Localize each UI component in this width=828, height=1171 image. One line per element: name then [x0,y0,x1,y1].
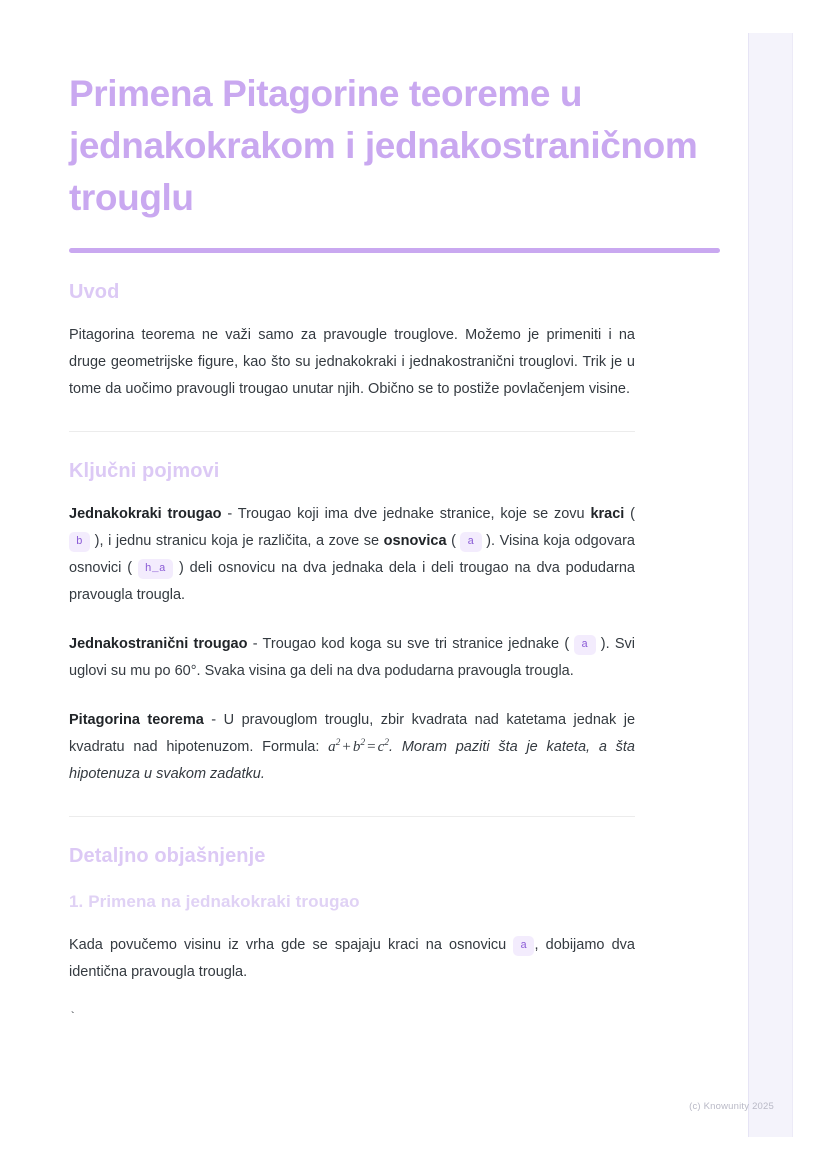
subsection-heading-primena-jednakokraki: 1. Primena na jednakokraki trougao [69,892,360,911]
code-chip-a: a [513,936,534,956]
formula-c-exponent: 2 [384,738,390,748]
paren-close-1: ), i jednu stranicu koja je različita, a zove se [90,533,384,549]
term-tail-1: ) deli osnovicu na dva jednaka dela i deli trougao na dva podudarna pravougla trougla. [69,560,635,603]
term-label: Pitagorina teorema [69,712,204,728]
section-heading-kljucni-pojmovi: Ključni pojmovi [69,460,220,482]
term-tail-2: ). Svi uglovi su mu po 60°. Svaka visina ga deli na dva podudarna pravougla trougla. [69,636,636,679]
term-bold-osnovica: osnovica [383,533,447,549]
paragraph-tail: , dobijamo dva identična pravougla trougla. [69,937,635,980]
paragraph-text-1: Kada povučemo visinu iz vrha gde se spajaju kraci na osnovicu [69,937,514,953]
term-dash: - [203,712,224,728]
term-jednakostranicni-trougao [69,631,635,685]
term-dash: - [247,636,263,652]
code-chip-b: b [69,532,90,552]
term-dash: - [221,506,238,522]
formula-a-exponent: 2 [335,738,341,748]
code-chip-a: a [574,635,595,655]
term-label: Jednakokraki trougao [69,506,222,522]
document-content [69,68,721,1024]
code-chip-a: a [460,532,481,552]
footer-copyright: (c) Knowunity 2025 [689,1101,774,1112]
paren-close-2: ). Visina koja odgovara osnovici ( [69,533,635,576]
term-italic-tail: . Moram paziti šta je kateta, a šta hipotenuza u svakom zadatku. [69,739,635,782]
term-jednakokraki-trougao [69,501,635,609]
page-right-band [748,33,793,1137]
formula-a: a [328,739,336,755]
term-label: Jednakostranični trougao [69,636,248,652]
formula-c: c [377,739,385,755]
term-bold-kraci: kraci [590,506,625,522]
term-text-1: Trougao kod koga su sve tri stranice jednake ( [262,636,575,652]
paren-open-1: ( [624,506,635,522]
paragraph-uvod: Pitagorina teorema ne važi samo za pravougle trouglove. Možemo je primeniti i na druge geometrijske figure, kao što su jednakokraki i jednakostranični trouglovi. Trik je u tome da uočimo pravougli trougao unutar njih. Obično se to postiže povlačenjem visine. [69,327,635,397]
formula-equals: = [367,739,376,755]
formula-plus: + [342,739,351,755]
page-title: Primena Pitagorine teoreme u jednakokrakom i jednakostraničnom trouglu [69,73,698,218]
term-text-1: Trougao koji ima dve jednake stranice, koje se zovu [237,506,591,522]
section-heading-detaljno-objasnjenje: Detaljno objašnjenje [69,845,266,867]
code-chip-h-a: h_a [138,559,173,579]
formula-pythagoras [328,739,389,755]
stray-backtick: ` [69,1010,77,1024]
paragraph-primena-jednakokraki [69,932,635,986]
term-pitagorina-teorema [69,707,635,788]
section-heading-uvod: Uvod [69,281,120,303]
paren-open-2: ( [446,533,461,549]
formula-b: b [352,739,361,755]
formula-b-exponent: 2 [360,738,366,748]
term-text-1: U pravouglom trouglu, zbir kvadrata nad katetama jednak je kvadratu nad hipotenuzom. Formula: [69,712,636,755]
